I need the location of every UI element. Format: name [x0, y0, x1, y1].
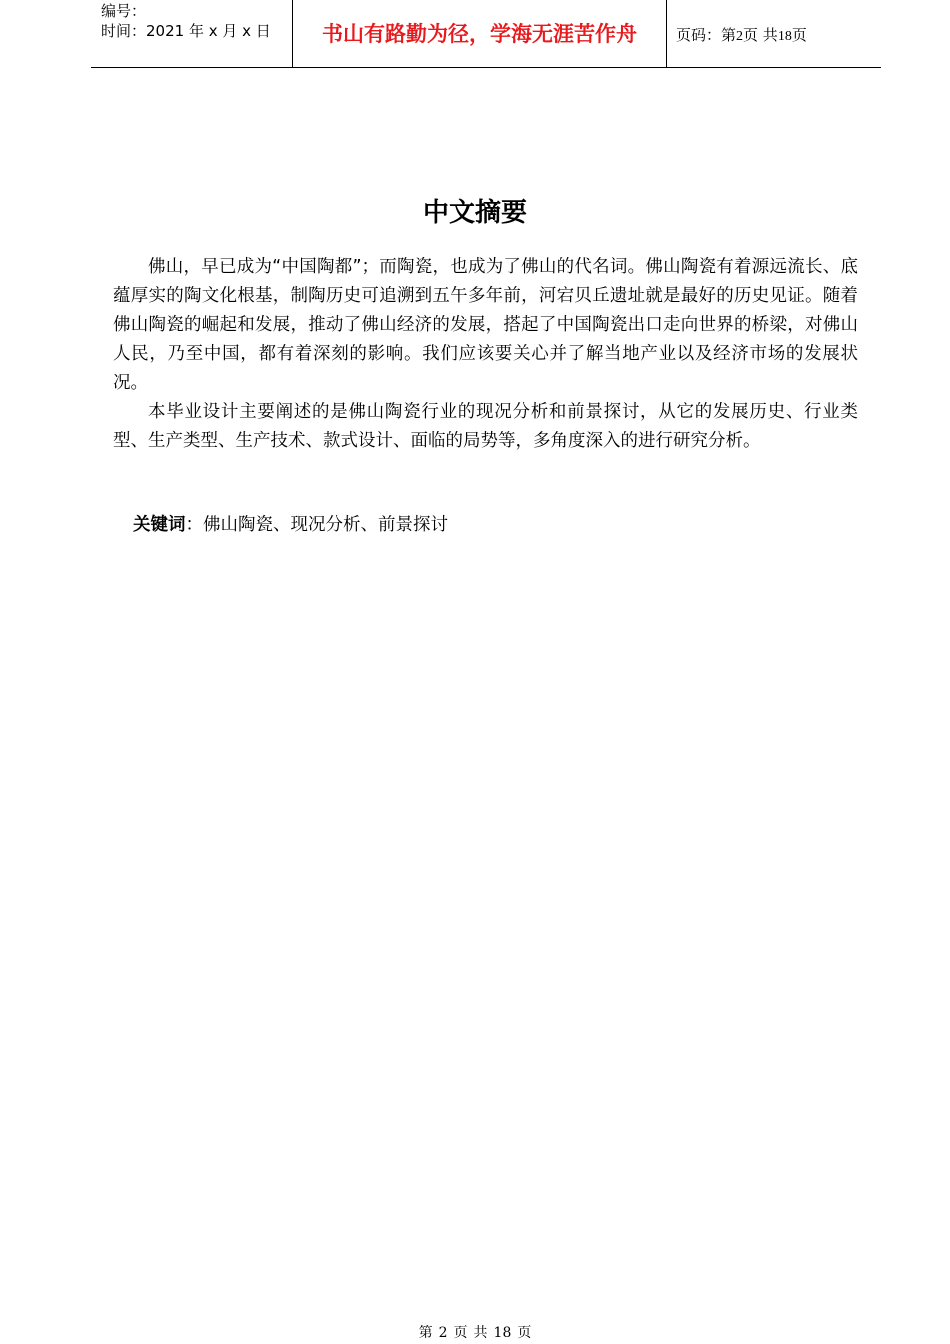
- header-page-cell: [667, 0, 881, 67]
- abstract-body: [113, 253, 858, 456]
- time-value: 2021 年 x 月 x 日: [146, 22, 271, 40]
- page-prefix: 第: [721, 26, 737, 44]
- page-header: [91, 0, 881, 68]
- header-motto: 书山有路勤为径，学海无涯苦作舟: [322, 21, 637, 46]
- keywords-line: [133, 511, 448, 539]
- page-label: 页码：: [676, 26, 722, 44]
- page-total: 18: [777, 29, 792, 44]
- abstract-paragraph: 本毕业设计主要阐述的是佛山陶瓷行业的现况分析和前景探讨，从它的发展历史、行业类型、生产类型、生产技术、款式设计、面临的局势等，多角度深入的进行研究分析。: [113, 402, 858, 451]
- header-meta-cell: [91, 0, 293, 67]
- footer-current: 2: [438, 1325, 448, 1341]
- header-page-number: [676, 25, 807, 47]
- footer-mid: 页: [453, 1325, 468, 1341]
- keywords-separator: ：: [185, 515, 203, 535]
- abstract-paragraph: 佛山，早已成为“中国陶都”；而陶瓷，也成为了佛山的代名词。佛山陶瓷有着源远流长、底蕴厚实的陶文化根基，制陶历史可追溯到五午多年前，河宕贝丘遗址就是最好的历史见证。随着佛山陶瓷的崛起和发展，推动了佛山经济的发展，搭起了中国陶瓷出口走向世界的桥梁，对佛山人民，乃至中国，都有着深刻的影响。我们应该要关心并了解当地产业以及经济市场的发展状况。: [113, 257, 858, 393]
- time-label: 时间：: [101, 22, 147, 40]
- header-motto-cell: [293, 0, 667, 67]
- page-suffix: 页: [791, 26, 807, 44]
- footer-suffix: 页: [517, 1325, 532, 1341]
- footer-prefix: 第: [418, 1325, 433, 1341]
- page-mid: 页 共: [743, 26, 778, 44]
- keywords-label: 关键词: [133, 515, 186, 535]
- footer-total: 18: [493, 1325, 512, 1341]
- document-title: 中文摘要: [422, 198, 527, 229]
- page-footer: [0, 1324, 950, 1342]
- footer-mid2: 共: [473, 1325, 488, 1341]
- time-line: [101, 22, 271, 40]
- page-current: 2: [736, 29, 744, 44]
- serial-number-label: 编号：: [101, 2, 147, 20]
- keywords-value: 佛山陶瓷、现况分析、前景探讨: [203, 515, 448, 535]
